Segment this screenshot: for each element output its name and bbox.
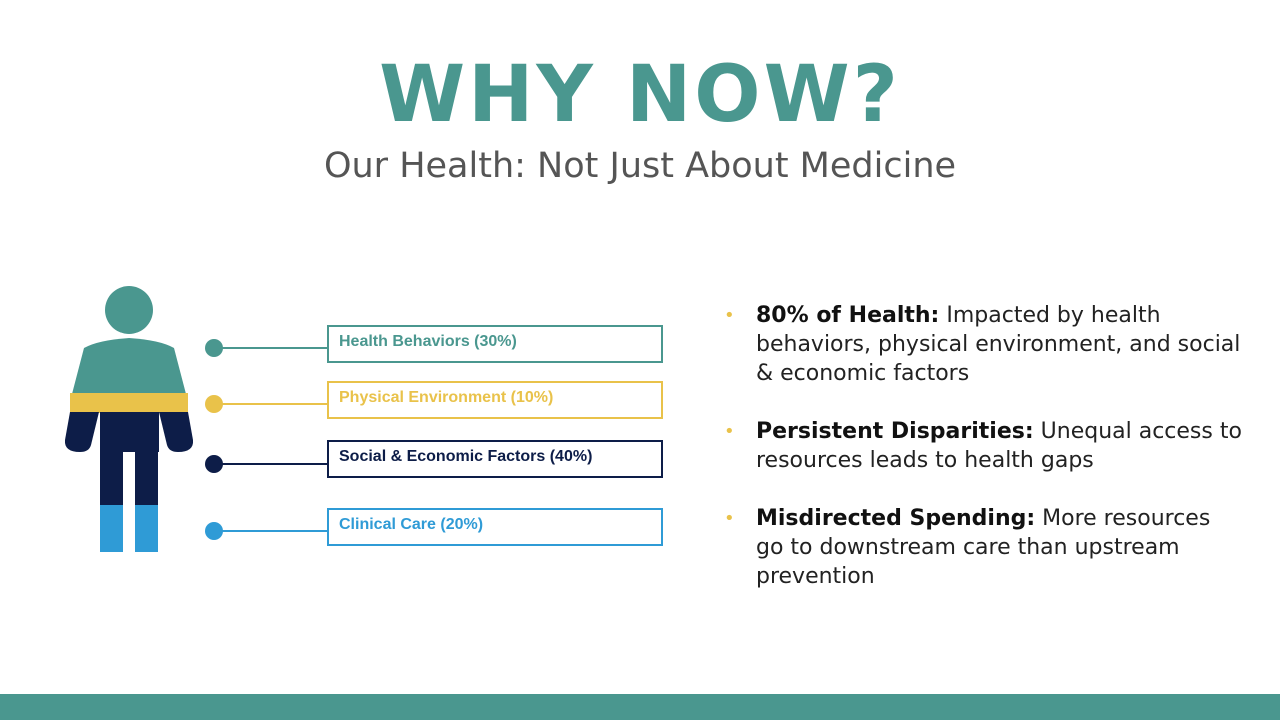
clinical-care-label: Clinical Care (20%) bbox=[339, 516, 484, 533]
bullet-text: More resources go to downstream care than upstream prevention bbox=[756, 506, 1211, 589]
bullet-item bbox=[724, 417, 1244, 475]
figure-head bbox=[105, 286, 153, 334]
figure-right-arm bbox=[159, 412, 193, 452]
bullet-item bbox=[724, 504, 1244, 591]
social-economic-label: Social & Economic Factors (40%) bbox=[339, 448, 593, 465]
bullet-icon: • bbox=[724, 421, 735, 442]
bullet-text: Impacted by health behaviors, physical environment, and social & economic factors bbox=[756, 303, 1241, 386]
health-behaviors-connector bbox=[207, 347, 329, 349]
bullet-icon: • bbox=[724, 508, 735, 529]
figure-torso-navy bbox=[100, 412, 159, 452]
clinical-care-connector bbox=[207, 530, 329, 532]
figure-torso-yellow bbox=[70, 393, 188, 413]
figure-left-arm bbox=[65, 412, 99, 452]
figure-left-leg-blue bbox=[100, 505, 123, 552]
bullet-title: Misdirected Spending: bbox=[756, 506, 1036, 531]
footer-bar bbox=[0, 694, 1280, 720]
figure-left-leg-navy bbox=[100, 450, 123, 506]
physical-environment-label: Physical Environment (10%) bbox=[339, 389, 554, 406]
bullet-text: Unequal access to resources leads to health gaps bbox=[756, 419, 1242, 473]
health-behaviors-label: Health Behaviors (30%) bbox=[339, 333, 517, 350]
bullet-item bbox=[724, 301, 1244, 388]
page-title: WHY NOW? bbox=[379, 50, 901, 140]
figure-right-leg-blue bbox=[135, 505, 158, 552]
social-economic-connector bbox=[207, 463, 329, 465]
bullet-icon: • bbox=[724, 305, 735, 326]
bullet-title: Persistent Disparities: bbox=[756, 419, 1034, 444]
page-subtitle: Our Health: Not Just About Medicine bbox=[323, 146, 957, 186]
figure-right-leg-navy bbox=[135, 450, 158, 506]
clinical-care-box bbox=[327, 508, 663, 546]
bullet-list bbox=[724, 301, 1244, 591]
figure-torso-teal bbox=[72, 338, 186, 394]
physical-environment-connector bbox=[207, 403, 329, 405]
bullet-title: 80% of Health: bbox=[756, 303, 940, 328]
person-figure bbox=[0, 0, 260, 600]
health-behaviors-box bbox=[327, 325, 663, 363]
physical-environment-box bbox=[327, 381, 663, 419]
social-economic-box bbox=[327, 440, 663, 478]
